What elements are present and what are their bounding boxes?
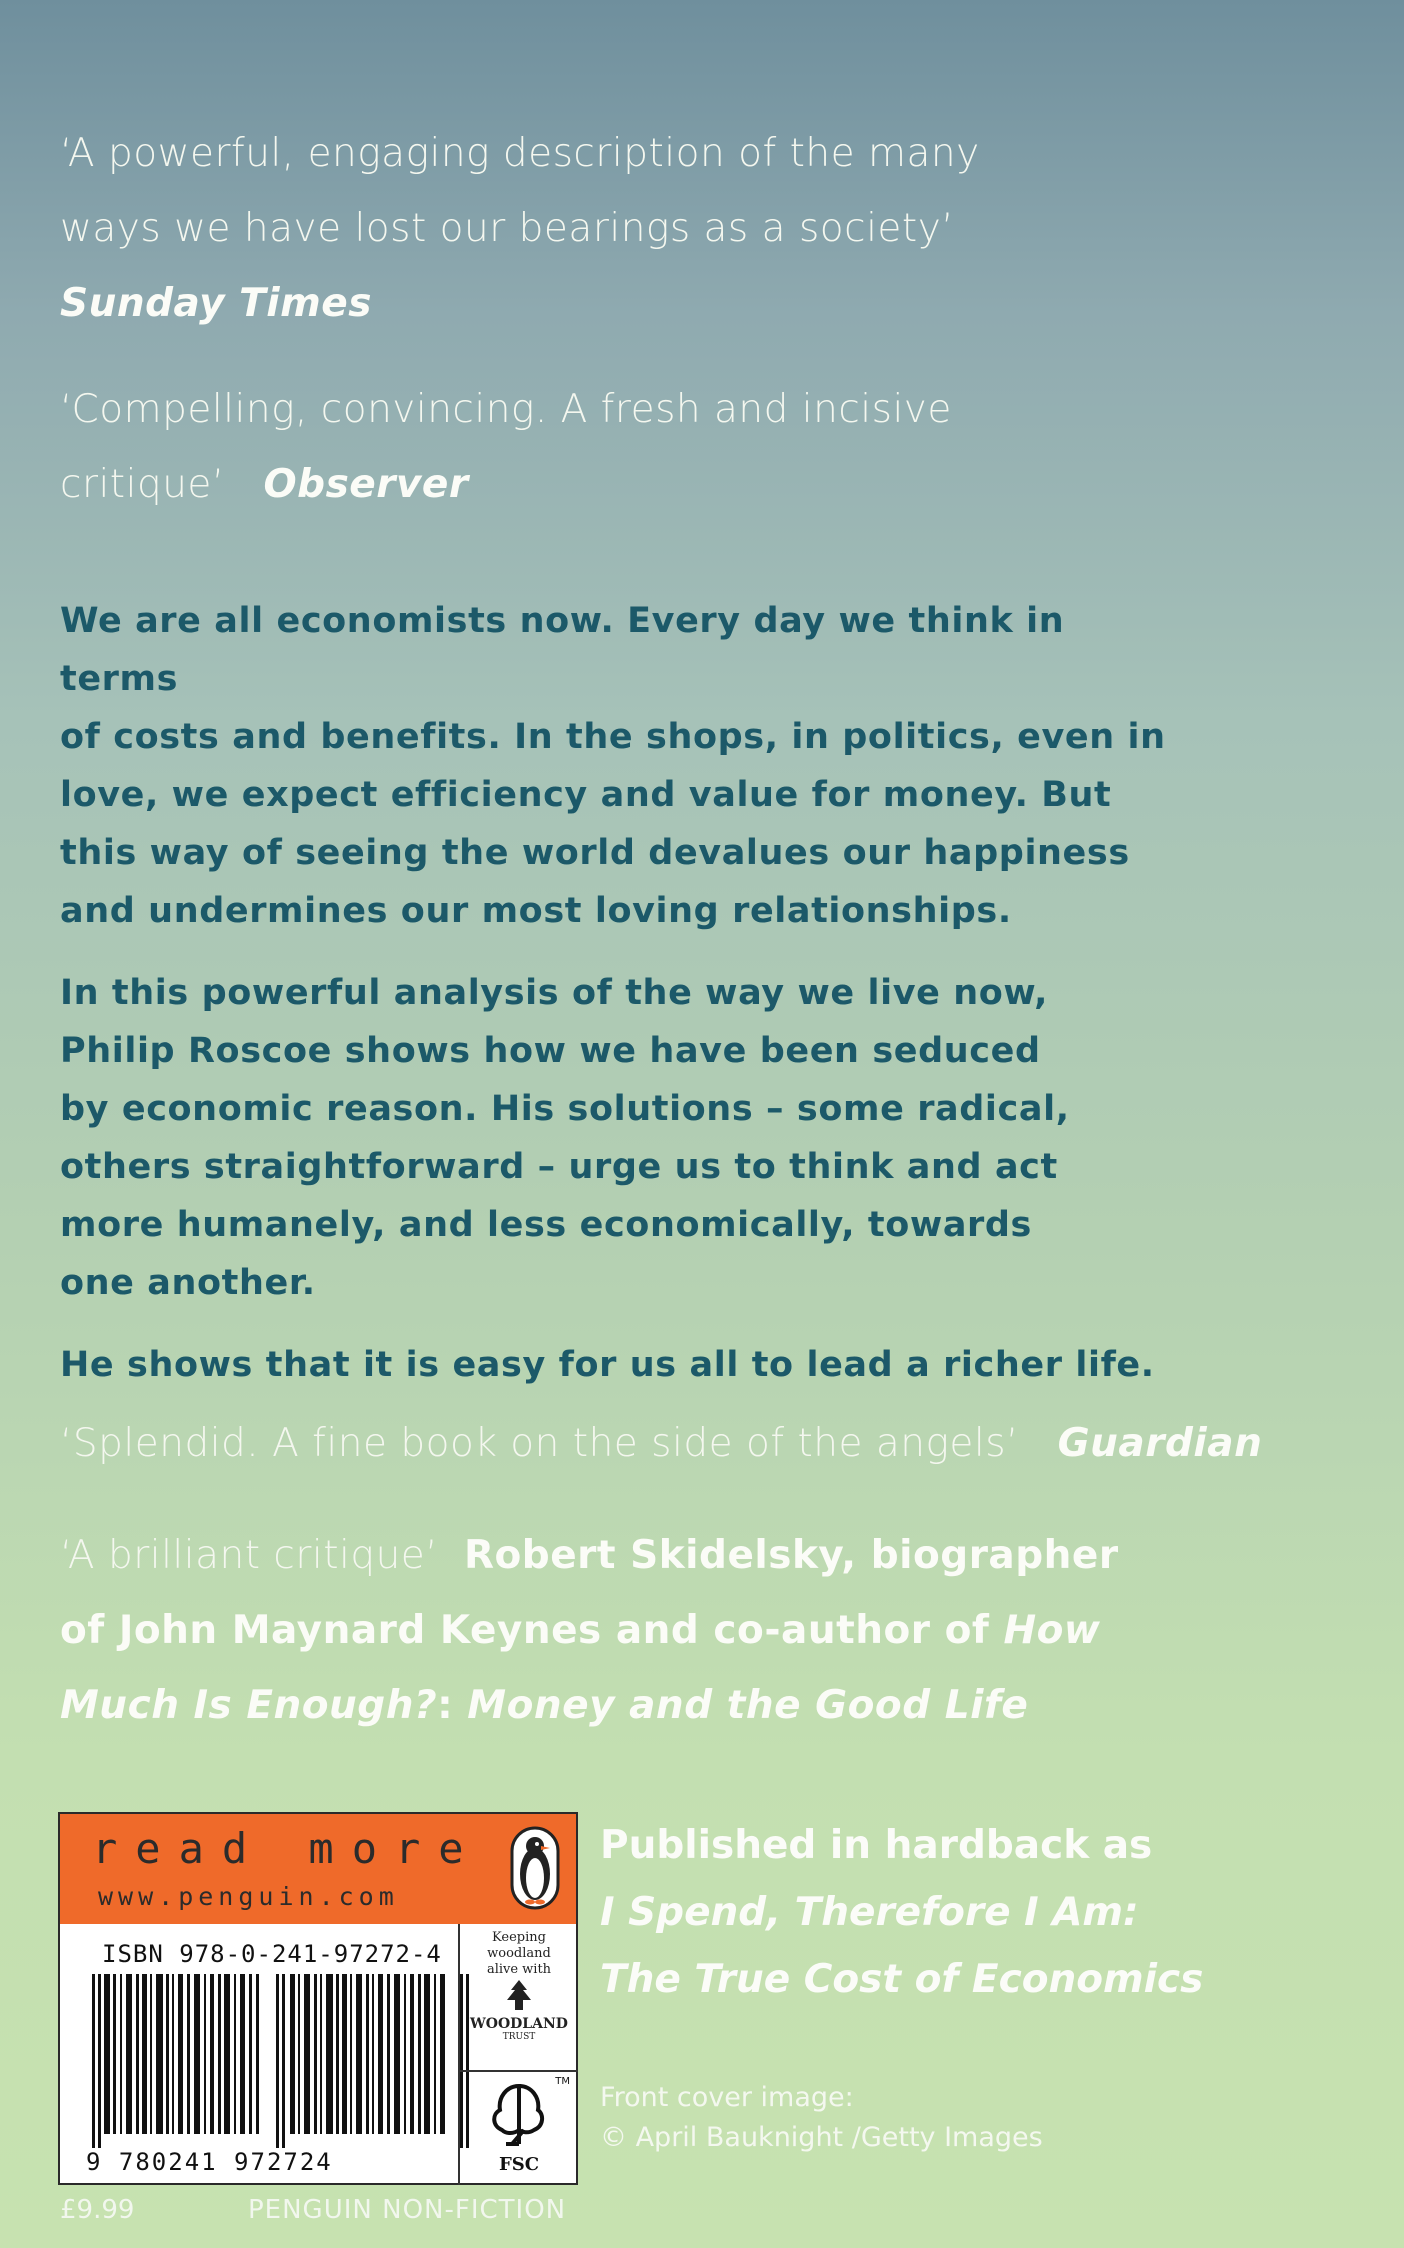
quote-text: ‘Splendid. A fine book on the side of the angels’ — [60, 1421, 1019, 1466]
quote-line-with-source — [60, 447, 1260, 522]
quote-source-line — [60, 1668, 1320, 1743]
woodland-text: woodland — [487, 1946, 551, 1961]
quote-source: Sunday Times — [60, 281, 372, 326]
blurb-line: one another. — [60, 1263, 316, 1303]
fsc-label: FSC — [498, 2154, 540, 2175]
quote-source-book-title: Much Is Enough? — [60, 1683, 438, 1728]
blurb-line: of costs and benefits. In the shops, in politics, even in — [60, 717, 1166, 757]
imprint-label: PENGUIN NON-FICTION — [248, 2195, 567, 2225]
woodland-trust-label: TRUST — [502, 2032, 536, 2042]
blurb-line: Philip Roscoe shows how we have been seduced — [60, 1031, 1041, 1071]
quote-source-book-title: How — [1003, 1608, 1101, 1653]
fsc-tree-icon — [484, 2080, 554, 2150]
trademark-mark: TM — [555, 2076, 570, 2087]
price-label: £9.99 — [60, 2195, 135, 2225]
quote-line: ways we have lost our bearings as a society’ — [60, 206, 955, 251]
publisher-url: www.penguin.com — [98, 1882, 399, 1911]
quote-source-text: : — [437, 1683, 468, 1728]
review-quote-sunday-times — [60, 116, 1260, 341]
blurb-line: more humanely, and less economically, towards — [60, 1205, 1032, 1245]
tree-icon — [499, 1978, 539, 2012]
credit-line: Front cover image: — [600, 2082, 854, 2113]
blurb-line: others straightforward – urge us to think and act — [60, 1147, 1058, 1187]
blurb-line: In this powerful analysis of the way we live now, — [60, 973, 1049, 1013]
barcode-digits: 9 780241 972724 — [86, 2148, 476, 2176]
blurb-paragraph-2 — [60, 964, 1180, 1312]
quote-source: Guardian — [1057, 1421, 1263, 1466]
hardback-title: I Spend, Therefore I Am: — [600, 1890, 1139, 1935]
woodland-text: Keeping — [492, 1930, 546, 1945]
quote-line: ‘Compelling, convincing. A fresh and incisive — [60, 387, 952, 432]
blurb-line: by economic reason. His solutions – some radical, — [60, 1089, 1070, 1129]
blurb-paragraph-1 — [60, 592, 1180, 940]
read-more-banner — [60, 1814, 576, 1924]
hardback-edition-note — [600, 1812, 1380, 2013]
credit-line: © April Bauknight /Getty Images — [600, 2122, 1043, 2153]
blurb-line: this way of seeing the world devalues our happiness — [60, 833, 1130, 873]
quote-source-book-subtitle: Money and the Good Life — [467, 1683, 1029, 1728]
quote-text: ‘A brilliant critique’ — [60, 1533, 439, 1578]
penguin-logo-icon — [510, 1826, 560, 1910]
quote-source-line — [60, 1593, 1320, 1668]
cover-image-credits — [600, 2078, 1300, 2158]
hardback-line: Published in hardback as — [600, 1823, 1153, 1868]
book-blurb — [60, 592, 1180, 1394]
isbn-number: ISBN 978-0-241-97272-4 — [102, 1940, 442, 1968]
quote-source-text: of John Maynard Keynes and co-author of — [60, 1608, 990, 1653]
blurb-line: We are all economists now. Every day we think in terms — [60, 601, 1065, 699]
review-quote-guardian — [60, 1406, 1380, 1481]
quote-source: Observer — [263, 462, 469, 507]
woodland-text: alive with — [486, 1962, 552, 1977]
barcode-icon — [92, 1974, 472, 2149]
quote-text: critique’ — [60, 462, 225, 507]
blurb-line: and undermines our most loving relationships. — [60, 891, 1012, 931]
quote-line: ‘A powerful, engaging description of the many — [60, 131, 980, 176]
blurb-line: love, we expect efficiency and value for money. But — [60, 775, 1112, 815]
blurb-paragraph-3: He shows that it is easy for us all to lead a richer life. — [60, 1345, 1155, 1385]
woodland-trust-badge — [458, 1924, 578, 2072]
woodland-name: WOODLAND — [470, 2016, 568, 2032]
quote-source: Robert Skidelsky, biographer — [463, 1533, 1119, 1578]
review-quote-skidelsky — [60, 1518, 1320, 1743]
quote-line — [60, 1518, 1320, 1593]
review-quote-observer — [60, 372, 1260, 522]
read-more-title: read more — [92, 1824, 482, 1873]
fsc-badge — [458, 2072, 578, 2185]
barcode-panel — [58, 1812, 578, 2185]
hardback-subtitle: The True Cost of Economics — [600, 1957, 1204, 2002]
